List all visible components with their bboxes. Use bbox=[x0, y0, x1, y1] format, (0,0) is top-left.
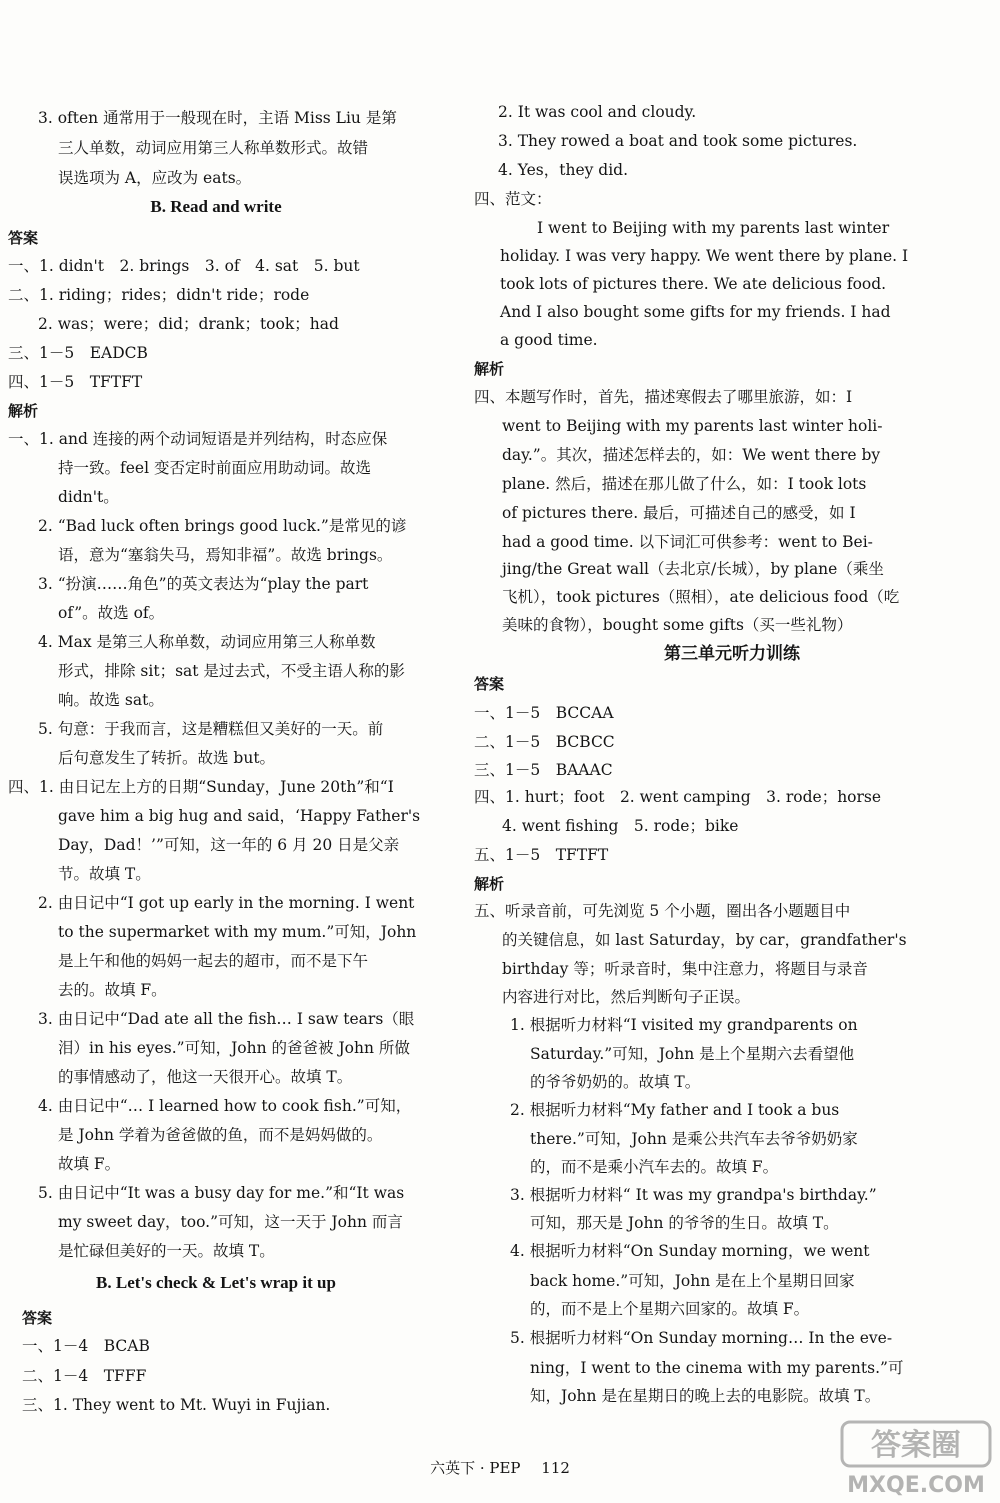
text-line: 4. 由日记中“… I learned how to cook fish.”可知， bbox=[38, 1097, 412, 1115]
text-line: 是上午和他的妈妈一起去的超市，而不是下午 bbox=[58, 952, 369, 970]
text-line: 故填 F。 bbox=[58, 1155, 121, 1173]
text-line: 持一致。feel 变否定时前面应用助动词。故选 bbox=[58, 459, 371, 477]
text-line: 泪）in his eyes.”可知，John 的爸爸被 John 所做 bbox=[58, 1039, 410, 1057]
text-line: jing/the Great wall（去北京/长城），by plane（乘坐 bbox=[502, 560, 884, 578]
text-line: to the supermarket with my mum.”可知，John bbox=[58, 923, 417, 941]
section-label: 答案 bbox=[474, 675, 505, 693]
text-line: birthday 等；听录音时，集中注意力，将题目与录音 bbox=[502, 960, 868, 978]
text-line: 形式，排除 sit；sat 是过去式，不受主语人称的影 bbox=[58, 662, 405, 680]
text-line: 内容进行对比，然后判断句子正误。 bbox=[502, 988, 751, 1006]
text-line: 误选项为 A，应改为 eats。 bbox=[58, 169, 252, 187]
text-line: 一、1. and 连接的两个动词短语是并列结构，时态应保 bbox=[8, 430, 388, 448]
text-line: 4. 根据听力材料“On Sunday morning，we went bbox=[510, 1242, 870, 1260]
text-line: Saturday.”可知，John 是上个星期六去看望他 bbox=[530, 1045, 855, 1063]
watermark-bottom: MXQE.COM bbox=[847, 1473, 985, 1498]
text-line: 的关键信息，如 last Saturday，by car，grandfather's bbox=[502, 931, 907, 949]
text-line: 3. 由日记中“Dad ate all the fish… I saw tears（眼 bbox=[38, 1010, 415, 1028]
text-line: 节。故填 T。 bbox=[58, 865, 151, 883]
text-line: 三、1－5 EADCB bbox=[8, 344, 148, 362]
text-line: day.”。其次，描述怎样去的，如：We went there by bbox=[502, 446, 881, 464]
text-line: And I also bought some gifts for my friends. I had bbox=[500, 303, 891, 321]
text-line: 响。故选 sat。 bbox=[58, 691, 164, 709]
text-line: 5. 根据听力材料“On Sunday morning… In the eve- bbox=[510, 1329, 893, 1347]
text-line: 三、1. They went to Mt. Wuyi in Fujian. bbox=[22, 1396, 331, 1414]
text-line: 3. “扮演……角色”的英文表达为“play the part bbox=[38, 575, 369, 593]
text-line: took lots of pictures there. We ate delicious food. bbox=[500, 275, 887, 293]
text-line: 4. went fishing 5. rode；bike bbox=[502, 817, 739, 835]
section-heading: 第三单元听力训练 bbox=[664, 644, 800, 663]
text-line: 2. “Bad luck often brings good luck.”是常见的谚 bbox=[38, 517, 407, 535]
text-line: 飞机），took pictures（照相），ate delicious food（吃 bbox=[502, 588, 900, 606]
watermark-logo bbox=[836, 1418, 996, 1500]
text-line: 四、本题写作时，首先，描述寒假去了哪里旅游，如：I bbox=[474, 388, 853, 406]
text-line: had a good time. 以下词汇可供参考：went to Bei- bbox=[502, 533, 873, 551]
text-line: there.”可知，John 是乘公共汽车去爷爷奶奶家 bbox=[530, 1130, 858, 1148]
text-line: 2. 根据听力材料“My father and I took a bus bbox=[510, 1101, 840, 1119]
text-line: 是忙碌但美好的一天。故填 T。 bbox=[58, 1242, 275, 1260]
text-line: 一、1. didn't 2. brings 3. of 4. sat 5. but bbox=[8, 257, 360, 275]
text-line: 4. Yes，they did. bbox=[498, 161, 629, 179]
text-line: 4. Max 是第三人称单数，动词应用第三人称单数 bbox=[38, 633, 376, 651]
text-line: 是 John 学着为爸爸做的鱼，而不是妈妈做的。 bbox=[58, 1126, 383, 1144]
text-line: 5. 由日记中“It was a busy day for me.”和“It was bbox=[38, 1184, 405, 1202]
text-line: 5. 句意：于我而言，这是糟糕但又美好的一天。前 bbox=[38, 720, 384, 738]
text-line: 的事情感动了，他这一天很开心。故填 T。 bbox=[58, 1068, 353, 1086]
text-line: 3. They rowed a boat and took some pictures. bbox=[498, 132, 858, 150]
text-line: 二、1－4 TFFF bbox=[22, 1367, 147, 1385]
text-line: 语，意为“塞翁失马，焉知非福”。故选 brings。 bbox=[58, 546, 393, 564]
book-label: 六英下 · PEP bbox=[430, 1459, 521, 1477]
text-line: 二、1. riding；rides；didn't ride；rode bbox=[8, 286, 310, 304]
text-line: 去的。故填 F。 bbox=[58, 981, 167, 999]
section-heading: B. Let's check & Let's wrap it up bbox=[96, 1273, 336, 1292]
page-number: 112 bbox=[541, 1459, 570, 1477]
text-line: 四、范文： bbox=[474, 190, 552, 208]
section-label: 答案 bbox=[22, 1309, 53, 1327]
text-line: ning，I went to the cinema with my parents.”可 bbox=[530, 1359, 904, 1377]
text-line: didn't。 bbox=[58, 488, 119, 506]
text-line: my sweet day，too.”可知，这一天于 John 而言 bbox=[58, 1213, 403, 1231]
text-line: of”。故选 of。 bbox=[58, 604, 165, 622]
text-line: 一、1－4 BCAB bbox=[22, 1337, 150, 1355]
text-line: 的爷爷奶奶的。故填 T。 bbox=[530, 1073, 701, 1091]
text-line: Day，Dad！’”可知，这一年的 6 月 20 日是父亲 bbox=[58, 836, 400, 854]
text-line: 五、1－5 TFTFT bbox=[474, 846, 609, 864]
text-line: 知，John 是在星期日的晚上去的电影院。故填 T。 bbox=[530, 1387, 881, 1405]
text-line: 2. It was cool and cloudy. bbox=[498, 103, 697, 121]
section-label: 答案 bbox=[8, 229, 39, 247]
watermark-top: 答案圈 bbox=[871, 1428, 961, 1463]
text-line: 3. often 通常用于一般现在时，主语 Miss Liu 是第 bbox=[38, 109, 397, 127]
text-line: plane. 然后，描述在那儿做了什么，如：I took lots bbox=[502, 475, 867, 493]
text-line: I went to Beijing with my parents last winter bbox=[537, 219, 890, 237]
text-line: 二、1－5 BCBCC bbox=[474, 733, 615, 751]
text-line: 3. 根据听力材料“ It was my grandpa's birthday.” bbox=[510, 1186, 877, 1204]
text-line: 一、1－5 BCCAA bbox=[474, 704, 614, 722]
text-line: gave him a big hug and said，‘Happy Father's bbox=[58, 807, 421, 825]
text-line: of pictures there. 最后，可描述自己的感受，如 I bbox=[502, 504, 856, 522]
text-line: 2. 由日记中“I got up early in the morning. I went bbox=[38, 894, 415, 912]
text-line: 四、1. hurt；foot 2. went camping 3. rode；horse bbox=[474, 788, 882, 806]
text-line: back home.”可知，John 是在上个星期日回家 bbox=[530, 1272, 855, 1290]
section-heading: B. Read and write bbox=[150, 197, 282, 216]
section-label: 解析 bbox=[474, 360, 505, 378]
text-line: 的，而不是乘小汽车去的。故填 F。 bbox=[530, 1158, 779, 1176]
text-line: 三、1－5 BAAAC bbox=[474, 761, 613, 779]
text-line: 1. 根据听力材料“I visited my grandparents on bbox=[510, 1016, 858, 1034]
text-line: 的，而不是上个星期六回家的。故填 F。 bbox=[530, 1300, 810, 1318]
section-label: 解析 bbox=[8, 402, 39, 420]
text-line: 2. was；were；did；drank；took；had bbox=[38, 315, 339, 333]
text-line: 后句意发生了转折。故选 but。 bbox=[58, 749, 276, 767]
text-line: 四、1. 由日记左上方的日期“Sunday，June 20th”和“I bbox=[8, 778, 394, 796]
text-line: went to Beijing with my parents last winter holi- bbox=[502, 417, 883, 435]
text-line: 五、听录音前，可先浏览 5 个小题，圈出各小题题目中 bbox=[474, 902, 851, 920]
text-line: 美味的食物），bought some gifts（买一些礼物） bbox=[502, 616, 853, 634]
section-label: 解析 bbox=[474, 875, 505, 893]
text-line: 四、1－5 TFTFT bbox=[8, 373, 143, 391]
text-line: 三人单数，动词应用第三人称单数形式。故错 bbox=[58, 139, 369, 157]
text-line: 可知，那天是 John 的爷爷的生日。故填 T。 bbox=[530, 1214, 839, 1232]
text-line: a good time. bbox=[500, 331, 598, 349]
text-line: holiday. I was very happy. We went there by plane. I bbox=[500, 247, 909, 265]
